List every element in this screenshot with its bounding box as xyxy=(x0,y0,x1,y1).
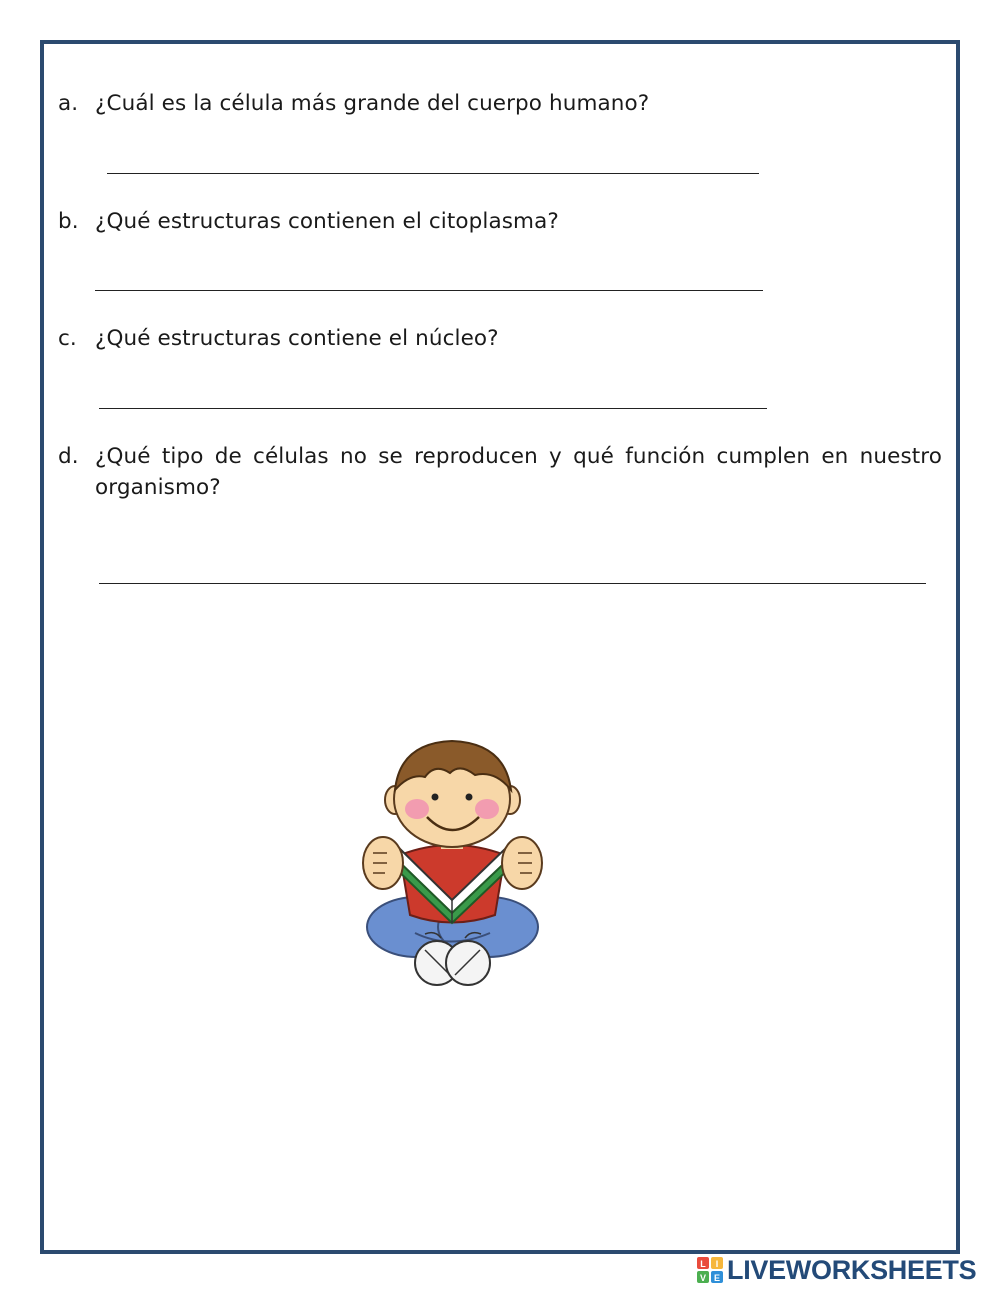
question-text: ¿Qué estructuras contienen el citoplasma? xyxy=(95,209,559,234)
question-letter: a. xyxy=(58,91,79,116)
logo-letter: E xyxy=(713,1273,721,1283)
liveworksheets-brand[interactable] xyxy=(697,1254,976,1286)
logo-letter: V xyxy=(699,1273,707,1283)
boy-reading-book-illustration xyxy=(355,735,550,995)
question-text: ¿Cuál es la célula más grande del cuerpo humano? xyxy=(95,91,650,116)
answer-line-b[interactable] xyxy=(95,290,763,291)
question-letter: d. xyxy=(58,444,79,469)
question-letter: c. xyxy=(58,326,77,351)
logo-letter: I xyxy=(715,1259,719,1269)
answer-line-d[interactable] xyxy=(99,583,926,584)
question-text: ¿Qué tipo de células no se reproducen y qué función cumplen en nuestro organismo? xyxy=(95,444,942,500)
question-text: ¿Qué estructuras contiene el núcleo? xyxy=(95,326,499,351)
question-letter: b. xyxy=(58,209,79,234)
answer-line-a[interactable] xyxy=(107,173,759,174)
answer-line-c[interactable] xyxy=(99,408,767,409)
brand-name: LIVEWORKSHEETS xyxy=(727,1254,977,1285)
logo-letter: L xyxy=(700,1259,706,1269)
liveworksheets-logo-icon xyxy=(697,1257,723,1283)
